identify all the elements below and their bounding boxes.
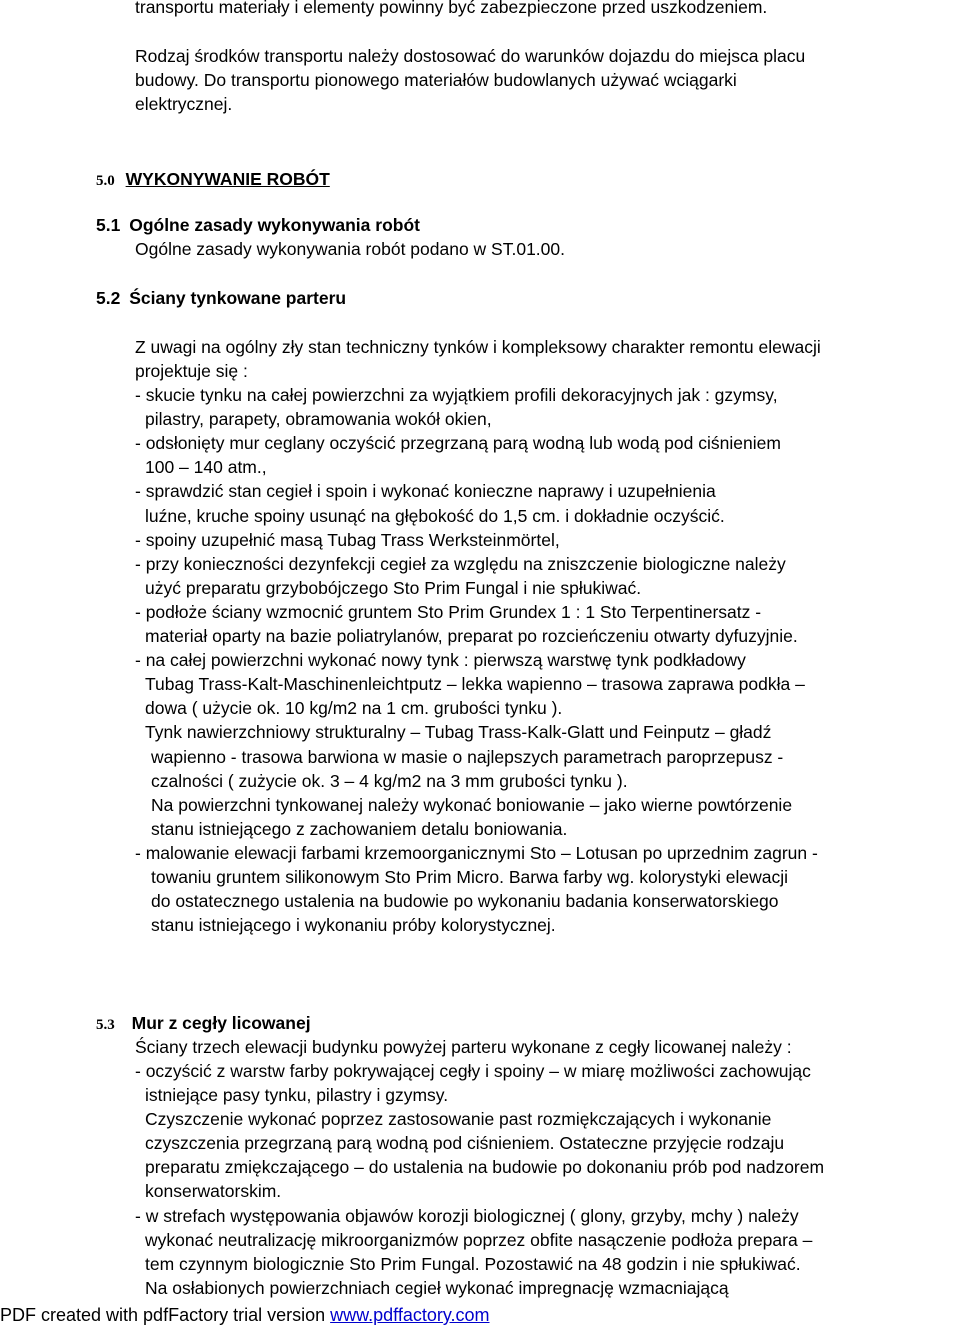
list-item-continuation: użyć preparatu grzybobójczego Sto Prim Fungal i nie spłukiwać.: [145, 578, 642, 598]
list-item-continuation: luźne, kruche spoiny usunąć na głębokość do 1,5 cm. i dokładnie oczyścić.: [145, 506, 725, 526]
list-item-continuation: stanu istniejącego z zachowaniem detalu boniowania.: [151, 819, 568, 839]
list-item-continuation: pilastry, parapety, obramowania wokół okien,: [145, 409, 492, 429]
list-item: - podłoże ściany wzmocnić gruntem Sto Prim Grundex 1 : 1 Sto Terpentinersatz -: [135, 602, 762, 622]
list-item: - sprawdzić stan cegieł i spoin i wykonać konieczne naprawy i uzupełnienia: [135, 481, 716, 501]
section-5-3-heading: [96, 1012, 311, 1036]
pdf-footer: [0, 1304, 490, 1326]
list-item-continuation: do ostatecznego ustalenia na budowie po wykonaniu badania konserwatorskiego: [151, 891, 779, 911]
list-item-continuation: czyszczenia przegrzaną parą wodną pod ciśnieniem. Ostateczne przyjęcie rodzaju: [145, 1133, 785, 1153]
list-item-continuation: wykonać neutralizację mikroorganizmów poprzez obfite nasączenie podłoża prepara –: [145, 1230, 813, 1250]
list-item: - spoiny uzupełnić masą Tubag Trass Werksteinmörtel,: [135, 530, 560, 550]
paragraph-line: Ściany trzech elewacji budynku powyżej parteru wykonane z cegły licowanej należy :: [135, 1037, 792, 1057]
list-item-continuation: stanu istniejącego i wykonaniu próby kolorystycznej.: [151, 915, 556, 935]
section-number: 5.0: [96, 173, 115, 189]
list-item-continuation: tem czynnym biologicznie Sto Prim Fungal. Pozostawić na 48 godzin i nie spłukiwać.: [145, 1254, 801, 1274]
list-item-continuation: preparatu zmiękczającego – do ustalenia na budowie po dokonaniu prób pod nadzorem: [145, 1157, 825, 1177]
paragraph-line: projektuje się :: [135, 361, 248, 381]
section-5-2-heading: [96, 287, 346, 309]
intro-line: elektrycznej.: [135, 94, 233, 114]
footer-link[interactable]: www.pdffactory.com: [330, 1305, 490, 1325]
list-item: - malowanie elewacji farbami krzemoorganicznymi Sto – Lotusan po uprzednim zagrun -: [135, 843, 818, 863]
section-title: Ogólne zasady wykonywania robót: [129, 215, 420, 235]
list-item-continuation: Na osłabionych powierzchniach cegieł wykonać impregnację wzmacniającą: [145, 1278, 729, 1298]
list-item: - na całej powierzchni wykonać nowy tynk : pierwszą warstwę tynk podkładowy: [135, 650, 746, 670]
list-item-continuation: dowa ( użycie ok. 10 kg/m2 na 1 cm. grubości tynku ).: [145, 698, 563, 718]
section-5-1-heading: [96, 214, 420, 236]
list-item: - oczyścić z warstw farby pokrywającej cegły i spoiny – w miarę możliwości zachowując: [135, 1061, 811, 1081]
list-item: - w strefach występowania objawów korozji biologicznej ( glony, grzyby, mchy ) należy: [135, 1206, 799, 1226]
list-item-continuation: towaniu gruntem silikonowym Sto Prim Micro. Barwa farby wg. kolorystyki elewacji: [151, 867, 789, 887]
list-item-continuation: Na powierzchni tynkowanej należy wykonać boniowanie – jako wierne powtórzenie: [151, 795, 793, 815]
list-item-continuation: czalności ( zużycie ok. 3 – 4 kg/m2 na 3 mm grubości tynku ).: [151, 771, 628, 791]
section-5-1-text: Ogólne zasady wykonywania robót podano w ST.01.00.: [135, 239, 565, 259]
list-item-continuation: wapienno - trasowa barwiona w masie o najlepszych parametrach paroprzepusz -: [151, 747, 784, 767]
section-5-heading: [96, 168, 330, 192]
list-item-continuation: materiał oparty na bazie poliatrylanów, preparat po rozcieńczeniu otwarty dyfuzyjnie.: [145, 626, 798, 646]
list-item-continuation: istniejące pasy tynku, pilastry i gzymsy.: [145, 1085, 449, 1105]
intro-line: Rodzaj środków transportu należy dostosować do warunków dojazdu do miejsca placu: [135, 46, 806, 66]
section-title: Mur z cegły licowanej: [131, 1013, 311, 1033]
list-item-continuation: konserwatorskim.: [145, 1181, 282, 1201]
list-item-continuation: Czyszczenie wykonać poprzez zastosowanie past rozmiękczających i wykonanie: [145, 1109, 772, 1129]
list-item: - skucie tynku na całej powierzchni za wyjątkiem profili dekoracyjnych jak : gzymsy,: [135, 385, 778, 405]
section-number: 5.2: [96, 288, 121, 308]
section-title: Ściany tynkowane parteru: [129, 288, 347, 308]
list-item-continuation: 100 – 140 atm.,: [145, 457, 267, 477]
paragraph-line: Z uwagi na ogólny zły stan techniczny tynków i kompleksowy charakter remontu elewacji: [135, 337, 821, 357]
intro-line: transportu materiały i elementy powinny być zabezpieczone przed uszkodzeniem.: [135, 0, 768, 17]
list-item: - odsłonięty mur ceglany oczyścić przegrzaną parą wodną lub wodą pod ciśnieniem: [135, 433, 781, 453]
intro-line: budowy. Do transportu pionowego materiałów budowlanych używać wciągarki: [135, 70, 737, 90]
section-number: 5.3: [96, 1017, 115, 1033]
list-item: - przy konieczności dezynfekcji cegieł za względu na zniszczenie biologiczne należy: [135, 554, 786, 574]
section-number: 5.1: [96, 215, 121, 235]
section-title: WYKONYWANIE ROBÓT: [125, 169, 330, 189]
footer-text: PDF created with pdfFactory trial version: [0, 1305, 331, 1325]
list-item-continuation: Tubag Trass-Kalt-Maschinenleichtputz – lekka wapienno – trasowa zaprawa podkła –: [145, 674, 805, 694]
list-item-continuation: Tynk nawierzchniowy strukturalny – Tubag Trass-Kalk-Glatt und Feinputz – gładź: [145, 722, 772, 742]
